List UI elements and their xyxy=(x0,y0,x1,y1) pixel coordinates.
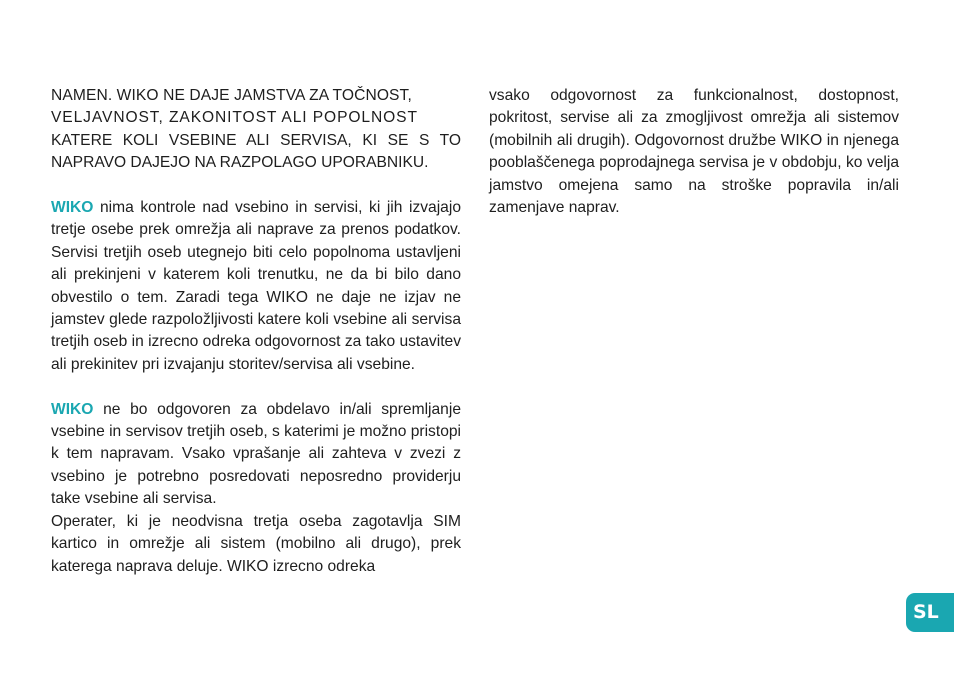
liability-paragraph: vsako odgovornost za funkcionalnost, dostopnost, pokritost, servise ali za zmogljivost omrežja ali sistemov (mobilnih ali drugih). Odgovornost družbe WIKO in njenega pooblaščenega poprodajnega servisa je v obdobju, ko velja jamstvo omejena samo na stroške popravila in/ali zamenjave naprav. xyxy=(489,87,899,217)
third-party-control-paragraph xyxy=(51,197,461,376)
intro-line-1: NAMEN. WIKO NE DAJE JAMSTVA ZA TOČNOST, xyxy=(51,87,412,104)
third-party-content-paragraph xyxy=(51,399,461,511)
language-tab: SL xyxy=(906,593,954,632)
intro-paragraph xyxy=(51,85,461,175)
intro-line-3: KATERE KOLI VSEBINE ALI SERVISA, KI SE S TO NAPRAVO DAJEJO NA RAZPOLAGO UPORABNIKU. xyxy=(51,131,461,172)
left-text-column xyxy=(51,85,461,578)
right-text-column xyxy=(489,85,899,219)
operator-paragraph: Operater, ki je neodvisna tretja oseba zagotavlja SIM kartico in omrežje ali sistem (mobilno ali drugo), prek katerega naprava deluje. WIKO izrecno odreka xyxy=(51,512,461,575)
third-party-control-text: nima kontrole nad vsebino in servisi, ki jih izvajajo tretje osebe prek omrežja ali naprave za prenos podatkov. Servisi tretjih oseb utegnejo biti celo popolnoma ustavljeni ali prekinjeni v katerem koli trenutku, ne da bi bilo dano obvestilo o tem. Zaradi tega WIKO ne daje ne izjav ne jamstev glede razpoložljivosti katere koli vsebine ali servisa tretjih oseb in izrecno odreka odgovornost za tako ustavitev ali prekinitev pri izvajanju storitev/servisa ali vsebine. xyxy=(51,199,461,373)
brand-name: WIKO xyxy=(51,199,94,217)
third-party-content-text: ne bo odgovoren za obdelavo in/ali spremljanje vsebine in servisov tretjih oseb, s katerimi je možno pristopi k tem napravam. Vsako vprašanje ali zahteva v zvezi z vsebino je potrebno posredovati neposredno providerju take vsebine ali servisa. xyxy=(51,400,461,508)
brand-name: WIKO xyxy=(51,400,94,418)
intro-line-2: VELJAVNOST, ZAKONITOST ALI POPOLNOST xyxy=(51,109,418,127)
